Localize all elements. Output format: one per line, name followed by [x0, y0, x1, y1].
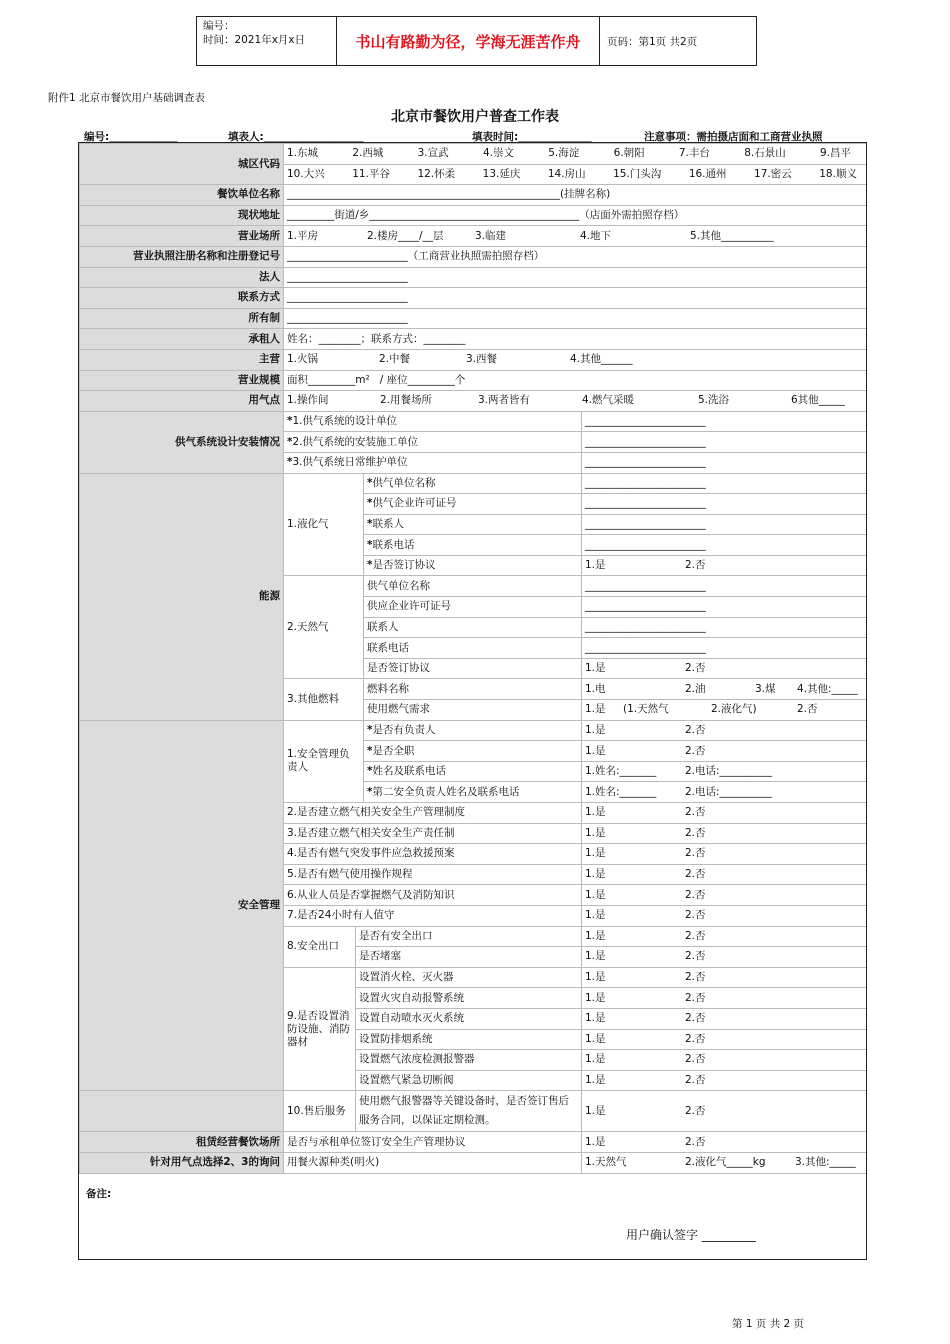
ng-label: 2.天然气 — [284, 576, 364, 679]
fuel-name-options[interactable]: 1.电 2.油 3.煤 4.其他:_____ — [582, 679, 867, 700]
district-option[interactable]: 18.顺义 — [819, 167, 857, 180]
venue-opt[interactable]: 2.楼房____/__层 — [367, 229, 444, 242]
safety-yes-no[interactable]: 1.是 2.否 — [582, 844, 867, 865]
safety-yes-no[interactable]: 1.是 2.否 — [582, 720, 867, 741]
unit-name-label: 餐饮单位名称 — [80, 185, 284, 206]
inquiry-label: 针对用气点选择2、3的询问 — [80, 1152, 284, 1173]
ownership-label: 所有制 — [80, 308, 284, 329]
district-option[interactable]: 2.西城 — [352, 147, 384, 160]
tenant-field[interactable]: 姓名：________；联系方式：________ — [284, 329, 867, 350]
lease-label: 租赁经营餐饮场所 — [80, 1132, 284, 1153]
license-row — [80, 246, 867, 267]
venue-opt[interactable]: 3.临建 — [475, 229, 507, 242]
district-option[interactable]: 1.东城 — [287, 147, 319, 160]
main-row — [80, 349, 867, 370]
district-option[interactable]: 3.宣武 — [417, 147, 449, 160]
header-number: 编号： — [203, 20, 235, 32]
contact-field[interactable]: _______________________ — [284, 288, 867, 309]
safety-10-label: 10.售后服务 — [284, 1091, 356, 1132]
ng-item: 供气单位名称 — [364, 576, 582, 597]
safety-yes-no[interactable]: 1.是 2.否 — [582, 905, 867, 926]
lpg-field[interactable]: _______________________ — [582, 514, 867, 535]
district-option[interactable]: 12.怀柔 — [417, 167, 456, 180]
safety-9-item: 设置防排烟系统 — [356, 1029, 582, 1050]
ng-field[interactable]: _______________________ — [582, 576, 867, 597]
gas-point-opt[interactable]: 2.用餐场所 — [380, 394, 433, 407]
gas-point-options[interactable] — [284, 391, 867, 412]
safety-label: 安全管理 — [80, 720, 284, 1091]
safety-name-phone[interactable]: 1.姓名:_______ 2.电话:__________ — [582, 761, 867, 782]
gas-point-row — [80, 391, 867, 412]
contact-row — [80, 288, 867, 309]
safety-9-item: 设置火灾自动报警系统 — [356, 988, 582, 1009]
scale-label: 营业规模 — [80, 370, 284, 391]
safety-1-item: *姓名及联系电话 — [364, 761, 582, 782]
safety-yes-no[interactable]: 1.是 2.否 — [582, 885, 867, 906]
gas-system-row — [80, 411, 867, 432]
safety-yes-no[interactable]: 1.是 2.否 — [582, 741, 867, 762]
unit-name-field[interactable]: ____________________________________________________(挂牌名称) — [284, 185, 867, 206]
scale-row — [80, 370, 867, 391]
ng-item: 联系电话 — [364, 638, 582, 659]
venue-row — [80, 226, 867, 247]
main-opt[interactable]: 3.西餐 — [466, 353, 498, 366]
inquiry-text: 用餐火源种类(明火) — [284, 1152, 582, 1173]
district-options-1[interactable] — [284, 144, 867, 165]
safety-item: 4.是否有燃气突发事件应急救援预案 — [284, 844, 582, 865]
gas-system-item: *3.供气系统日常维护单位 — [284, 452, 582, 473]
gas-system-field[interactable]: _______________________ — [582, 432, 867, 453]
scale-seat[interactable]: / 座位_________个 — [379, 373, 466, 386]
district-option[interactable]: 11.平谷 — [352, 167, 390, 180]
lease-row — [80, 1132, 867, 1153]
lpg-label: 1.液化气 — [284, 473, 364, 576]
scale-area[interactable]: 面积_________m² — [287, 373, 370, 386]
gas-point-opt[interactable]: 3.两者皆有 — [478, 394, 531, 407]
attachment-label: 附件1 北京市餐饮用户基础调查表 — [48, 92, 206, 104]
gas-point-opt[interactable]: 6其他_____ — [791, 394, 845, 407]
lpg-item: *是否签订协议 — [364, 555, 582, 576]
lpg-row — [80, 473, 867, 494]
legal-row — [80, 267, 867, 288]
district-option[interactable]: 15.门头沟 — [613, 167, 662, 180]
gas-point-opt[interactable]: 1.操作间 — [287, 394, 329, 407]
meta-filler[interactable]: 填表人:___________________ — [228, 131, 364, 143]
survey-table — [79, 143, 867, 1174]
ownership-field[interactable]: _______________________ — [284, 308, 867, 329]
safety-yes-no[interactable]: 1.是 2.否 — [582, 864, 867, 885]
district-option[interactable]: 9.昌平 — [820, 147, 852, 160]
meta-note: 注意事项：需拍摄店面和工商营业执照 — [644, 131, 823, 143]
district-option[interactable]: 14.房山 — [547, 167, 586, 180]
gas-system-item: *2.供气系统的安装施工单位 — [284, 432, 582, 453]
district-option[interactable]: 10.大兴 — [287, 167, 325, 180]
safety-9-item: 设置燃气浓度检测报警器 — [356, 1050, 582, 1071]
safety-10-text: 使用燃气报警器等关键设备时，是否签订售后服务合同，以保证定期检测。 — [356, 1091, 582, 1132]
district-row — [80, 144, 867, 165]
license-label: 营业执照注册名称和注册登记号 — [80, 246, 284, 267]
district-option[interactable]: 17.密云 — [754, 167, 792, 180]
gas-point-label: 用气点 — [80, 391, 284, 412]
page-footer: 第 1 页 共 2 页 — [732, 1318, 805, 1330]
ng-field[interactable]: _______________________ — [582, 617, 867, 638]
safety-1-item: *第二安全负责人姓名及联系电话 — [364, 782, 582, 803]
gas-system-field[interactable]: _______________________ — [582, 452, 867, 473]
header-time: 时间：2021年x月x日 — [203, 34, 306, 46]
contact-label: 联系方式 — [80, 288, 284, 309]
ownership-row — [80, 308, 867, 329]
district-option[interactable]: 5.海淀 — [548, 147, 580, 160]
gas-need-options[interactable]: 1.是 (1.天然气 2.液化气) 2.否 — [582, 700, 867, 721]
legal-field[interactable]: _______________________ — [284, 267, 867, 288]
safety-item: 2.是否建立燃气相关安全生产管理制度 — [284, 803, 582, 824]
district-option[interactable]: 16.通州 — [688, 167, 727, 180]
lpg-item: *供气单位名称 — [364, 473, 582, 494]
safety-1-item: *是否有负责人 — [364, 720, 582, 741]
meta-fill-time[interactable]: 填表时间:______________ — [472, 131, 592, 143]
lpg-item: *联系电话 — [364, 535, 582, 556]
ng-field[interactable]: _______________________ — [582, 597, 867, 618]
ng-field[interactable]: _______________________ — [582, 638, 867, 659]
signature-field[interactable]: 用户确认签字 _________ — [626, 1228, 756, 1242]
safety-9-item: 设置消火栓、灭火器 — [356, 967, 582, 988]
safety-yes-no[interactable]: 1.是 2.否 — [582, 1091, 867, 1132]
inquiry-options[interactable]: 1.天然气 2.液化气_____kg 3.其他:_____ — [582, 1152, 867, 1173]
safety-yes-no[interactable]: 1.是 2.否 — [582, 823, 867, 844]
gas-system-field[interactable]: _______________________ — [582, 411, 867, 432]
lpg-field[interactable]: _______________________ — [582, 535, 867, 556]
gas-need-label: 使用燃气需求 — [364, 700, 582, 721]
gas-point-opt[interactable]: 5.洗浴 — [698, 394, 730, 407]
header-info — [197, 17, 337, 65]
safety-10-spacer — [80, 1091, 284, 1132]
safety-yes-no[interactable]: 1.是 2.否 — [582, 947, 867, 968]
main-options[interactable] — [284, 349, 867, 370]
safety-item: 5.是否有燃气使用操作规程 — [284, 864, 582, 885]
legal-label: 法人 — [80, 267, 284, 288]
safety-yes-no[interactable]: 1.是 2.否 — [582, 1050, 867, 1071]
district-option[interactable]: 13.延庆 — [482, 167, 521, 180]
lpg-field[interactable]: _______________________ — [582, 473, 867, 494]
venue-opt[interactable]: 5.其他__________ — [690, 229, 774, 242]
district-option[interactable]: 8.石景山 — [744, 147, 786, 160]
safety-item: 3.是否建立燃气相关安全生产责任制 — [284, 823, 582, 844]
safety-9-label: 9.是否设置消防设施、消防器材 — [284, 967, 356, 1091]
safety-row — [80, 720, 867, 741]
safety-9-item: 设置自动喷水灭火系统 — [356, 1008, 582, 1029]
safety-yes-no[interactable]: 1.是 2.否 — [582, 1008, 867, 1029]
inquiry-row — [80, 1152, 867, 1173]
header-page-code: 页码：第1页 共2页 — [607, 35, 698, 48]
main-opt[interactable]: 4.其他______ — [570, 353, 633, 366]
safety-yes-no[interactable]: 1.是 2.否 — [582, 926, 867, 947]
safety-row — [80, 1091, 867, 1132]
fuel-name-label: 燃料名称 — [364, 679, 582, 700]
gas-system-item: *1.供气系统的设计单位 — [284, 411, 582, 432]
gas-system-label: 供气系统设计安装情况 — [80, 411, 284, 473]
safety-item: 7.是否24小时有人值守 — [284, 905, 582, 926]
gas-point-opt[interactable]: 4.燃气采暖 — [582, 394, 635, 407]
scale-field[interactable] — [284, 370, 867, 391]
safety-1-item: *是否全职 — [364, 741, 582, 762]
header-motto: 书山有路勤为径，学海无涯苦作舟 — [337, 17, 600, 65]
ng-item: 是否签订协议 — [364, 658, 582, 679]
unit-name-row — [80, 185, 867, 206]
main-opt[interactable]: 1.火锅 — [287, 353, 319, 366]
venue-options[interactable] — [284, 226, 867, 247]
address-row — [80, 205, 867, 226]
safety-yes-no[interactable]: 1.是 2.否 — [582, 967, 867, 988]
safety-item: 6.从业人员是否掌握燃气及消防知识 — [284, 885, 582, 906]
safety-yes-no[interactable]: 1.是 2.否 — [582, 1029, 867, 1050]
ng-yes-no[interactable]: 1.是 2.否 — [582, 658, 867, 679]
safety-yes-no[interactable]: 1.是 2.否 — [582, 988, 867, 1009]
ng-item: 供应企业许可证号 — [364, 597, 582, 618]
other-fuel-label: 3.其他燃料 — [284, 679, 364, 720]
safety-yes-no[interactable]: 1.是 2.否 — [582, 803, 867, 824]
energy-label: 能源 — [80, 473, 284, 720]
lpg-yes-no[interactable]: 1.是 2.否 — [582, 555, 867, 576]
venue-opt[interactable]: 4.地下 — [580, 229, 612, 242]
lease-text: 是否与承租单位签订安全生产管理协议 — [284, 1132, 582, 1153]
lpg-item: *联系人 — [364, 514, 582, 535]
safety-8-item: 是否堵塞 — [356, 947, 582, 968]
safety-8-item: 是否有安全出口 — [356, 926, 582, 947]
safety-8-label: 8.安全出口 — [284, 926, 356, 967]
safety-9-item: 设置燃气紧急切断阀 — [356, 1070, 582, 1091]
page-header — [196, 16, 757, 66]
district-label: 城区代码 — [80, 144, 284, 185]
lpg-field[interactable]: _______________________ — [582, 494, 867, 515]
venue-opt[interactable]: 1.平房 — [287, 229, 319, 242]
tenant-label: 承租人 — [80, 329, 284, 350]
district-option[interactable]: 7.丰台 — [678, 147, 710, 160]
district-option[interactable]: 4.崇文 — [482, 147, 514, 160]
address-label: 现状地址 — [80, 205, 284, 226]
remark-label: 备注: — [86, 1188, 112, 1200]
main-label: 主营 — [80, 349, 284, 370]
license-field[interactable]: _______________________（工商营业执照需拍照存档） — [284, 246, 867, 267]
district-options-2[interactable] — [284, 164, 867, 185]
ng-item: 联系人 — [364, 617, 582, 638]
venue-label: 营业场所 — [80, 226, 284, 247]
district-option[interactable]: 6.朝阳 — [613, 147, 645, 160]
address-field[interactable]: _________街道/乡________________________________________（店面外需拍照存档） — [284, 205, 867, 226]
meta-number[interactable]: 编号:_____________ — [84, 131, 178, 143]
lpg-item: *供气企业许可证号 — [364, 494, 582, 515]
main-opt[interactable]: 2.中餐 — [379, 353, 411, 366]
lease-yes-no[interactable]: 1.是 2.否 — [582, 1132, 867, 1153]
tenant-row — [80, 329, 867, 350]
safety-name-phone[interactable]: 1.姓名:_______ 2.电话:__________ — [582, 782, 867, 803]
safety-1-label: 1.安全管理负责人 — [284, 720, 364, 802]
safety-yes-no[interactable]: 1.是 2.否 — [582, 1070, 867, 1091]
form-title: 北京市餐饮用户普查工作表 — [391, 109, 559, 125]
